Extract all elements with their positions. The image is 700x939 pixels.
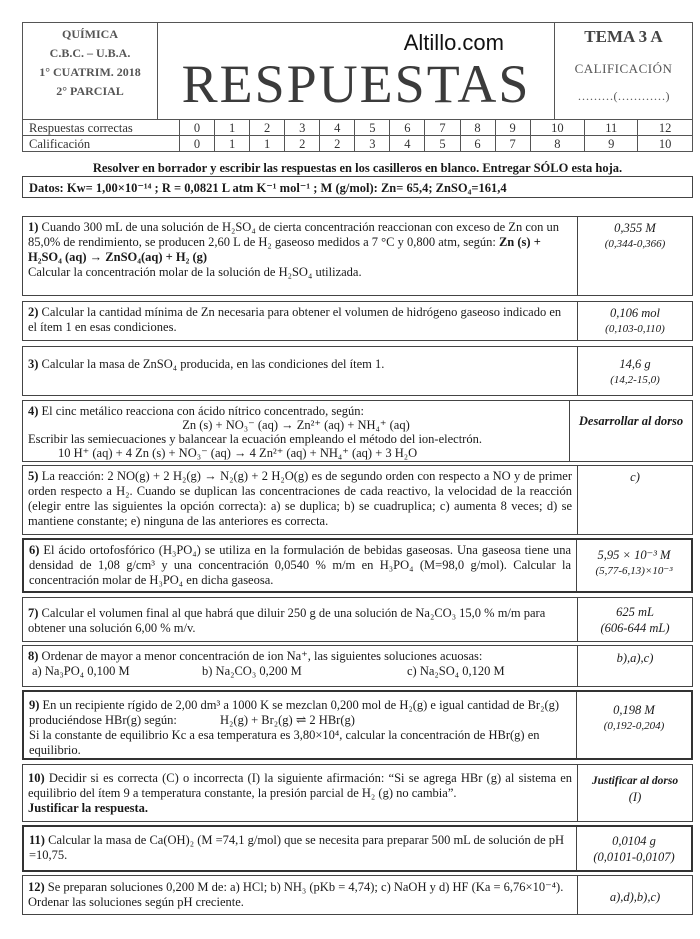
answer-box	[577, 692, 691, 758]
exam-version: TEMA 3 A	[584, 27, 663, 46]
grade-box	[555, 22, 693, 120]
answer-box	[578, 646, 692, 686]
answer-box	[578, 347, 692, 395]
answer: 0,0104 g	[612, 834, 656, 848]
option-a: a) Na₃PO₄ 0,100 M	[32, 664, 130, 678]
answer-range: (0,344-0,366)	[604, 238, 666, 250]
question-9	[22, 690, 693, 760]
table-cell: 12	[638, 120, 693, 136]
table-cell: 4	[390, 136, 425, 152]
question-number: 4)	[28, 404, 39, 418]
answer-verdict: (I)	[628, 790, 642, 804]
table-cell: 6	[460, 136, 495, 152]
question-number: 2)	[28, 305, 39, 319]
balanced-equation: 10 H⁺ (aq) + 4 Zn (s) + NO₃⁻ (aq) → 4 Zn²⁺ (aq) + NH₄⁺ (aq) + 3 H₂O	[58, 446, 418, 460]
question-5	[22, 465, 693, 535]
page-title: RESPUESTAS	[181, 54, 531, 114]
question-12	[22, 875, 693, 915]
equation: Zn (s) + NO₃⁻ (aq) → Zn²⁺ (aq) + NH₄⁺ (aq)	[182, 418, 410, 432]
question-text	[23, 598, 578, 641]
table-cell: 7	[495, 136, 530, 152]
table-cell: 10	[530, 120, 585, 136]
answer-box	[577, 827, 691, 870]
table-cell: 11	[585, 120, 638, 136]
table-cell: 0	[180, 120, 215, 136]
course-info-box	[22, 22, 157, 120]
table-cell: 5	[425, 136, 460, 152]
table-cell: 4	[320, 120, 355, 136]
course-institution: C.B.C. – U.B.A.	[49, 46, 131, 60]
table-cell: 3	[355, 136, 390, 152]
table-cell: 2	[285, 136, 320, 152]
answer-range: (0,192-0,204)	[603, 720, 665, 732]
table-cell: 5	[355, 120, 390, 136]
question-body: Cuando 300 mL de una solución de H₂SO₄ de cierta concentración reaccionan con exceso de Zn con un 85,0% de rendimiento, se producen 2,60 L de H₂ gaseoso medidos a 7 °C y 0,800 atm, según:	[28, 220, 559, 249]
table-cell: 7	[425, 120, 460, 136]
answer-box	[578, 466, 692, 534]
answer: 625 mL	[616, 605, 654, 619]
score-table	[22, 119, 693, 152]
question-11	[22, 825, 693, 872]
option-b: b) Na₂CO₃ 0,200 M	[202, 664, 302, 678]
question-number: 1)	[28, 220, 39, 234]
course-term: 1° CUATRIM. 2018	[39, 65, 141, 79]
answer-range: (606-644 mL)	[600, 621, 670, 635]
table-cell: 6	[390, 120, 425, 136]
question-task: Calcular la concentración molar de la solución de H₂SO₄ utilizada.	[28, 265, 362, 279]
answer: 14,6 g	[619, 357, 651, 371]
answer-box	[578, 598, 692, 641]
question-body: Ordenar de mayor a menor concentración de ion Na⁺, las siguientes soluciones acuosas:	[41, 649, 483, 663]
question-8	[22, 645, 693, 687]
question-4	[22, 400, 693, 462]
table-cell: 9	[585, 136, 638, 152]
table-cell: 9	[495, 120, 530, 136]
course-subject: QUÍMICA	[62, 27, 118, 41]
question-task: Justificar la respuesta.	[28, 801, 149, 815]
question-text	[23, 217, 578, 295]
answer: a),d),b),c)	[609, 889, 661, 904]
answer: c)	[630, 470, 640, 484]
question-number: 7)	[28, 606, 39, 620]
question-body: Se preparan soluciones 0,200 M de: a) HCl; b) NH₃ (pKb = 4,74); c) NaOH y d) HF (Ka = 6,76×10⁻⁴). Ordenar las soluciones según pH creciente.	[28, 880, 564, 909]
table-cell: 1	[250, 136, 285, 152]
answer: 0,355 M	[614, 221, 656, 235]
answer: 0,106 mol	[610, 306, 660, 320]
question-body: Calcular la cantidad mínima de Zn necesaria para obtener el volumen de hidrógeno gaseoso indicado en el ítem 1 en esas condiciones.	[28, 305, 562, 334]
question-text	[23, 876, 578, 914]
course-exam: 2° PARCIAL	[56, 84, 124, 98]
answer-box	[577, 540, 691, 591]
given-data: Datos: Kw= 1,00×10⁻¹⁴ ; R = 0,0821 L atm K⁻¹ mol⁻¹ ; M (g/mol): Zn= 65,4; ZnSO₄=161,4	[22, 176, 693, 198]
answer: 5,95 × 10⁻³ M	[597, 548, 671, 562]
answer: Desarrollar al dorso	[578, 414, 684, 428]
row-label: Respuestas correctas	[23, 120, 180, 136]
answer-range: (5,77-6,13)×10⁻³	[595, 565, 673, 577]
answer: b),a),c)	[616, 651, 654, 665]
question-task: Si la constante de equilibrio Kc a esa temperatura es 3,80×10⁴, calcular la concentración de HBr(g) en equilibrio.	[29, 728, 540, 757]
option-c: c) Na₂SO₄ 0,120 M	[407, 664, 505, 678]
question-body: El ácido ortofosfórico (H₃PO₄) se utiliza en la formulación de bebidas gaseosas. Una gaseosa tiene una densidad de 1,08 g/cm³ y una concentración 0,0540 % m/m en H₃PO₄ (M=98,0 g/mol). Calcular la concentración molar de H₃PO₄ en dicha gaseosa.	[29, 543, 571, 587]
question-3	[22, 346, 693, 396]
row-label: Calificación	[23, 136, 180, 152]
question-body: Calcular el volumen final al que habrá que diluir 250 g de una solución de Na₂CO₃ 15,0 % m/m para obtener una solución 6,00 % m/v.	[28, 606, 546, 635]
question-body: Decidir si es correcta (C) o incorrecta (I) la siguiente afirmación: “Si se agrega HBr (g) al sistema en equilibrio del ítem 9 a temperatura constante, la presión parcial de H₂ (g) no cambia”.	[28, 771, 572, 800]
answer-box	[578, 217, 692, 295]
question-6	[22, 538, 693, 593]
title-box	[157, 22, 555, 120]
table-cell: 10	[638, 136, 693, 152]
question-1	[22, 216, 693, 296]
answer-range: (0,0101-0,0107)	[593, 850, 675, 864]
question-number: 12)	[28, 880, 45, 894]
question-number: 9)	[29, 698, 40, 712]
table-cell: 8	[460, 120, 495, 136]
question-number: 6)	[29, 543, 40, 557]
question-text	[23, 347, 578, 395]
question-body: Calcular la masa de ZnSO₄ producida, en las condiciones del ítem 1.	[41, 357, 385, 371]
question-number: 10)	[28, 771, 45, 785]
instructions: Resolver en borrador y escribir las respuestas en los casilleros en blanco. Entregar SÓLO esta hoja.	[92, 161, 623, 175]
equation: H₂(g) + Br₂(g) ⇌ 2 HBr(g)	[220, 713, 355, 727]
question-number: 8)	[28, 649, 39, 663]
grade-label: CALIFICACIÓN	[574, 61, 673, 76]
question-text	[24, 692, 577, 758]
question-text	[24, 540, 577, 591]
table-row	[23, 136, 693, 152]
question-body: El cinc metálico reacciona con ácido nítrico concentrado, según:	[41, 404, 364, 418]
question-number: 3)	[28, 357, 39, 371]
answer-box	[578, 765, 692, 821]
answer-box	[570, 401, 692, 461]
question-number: 5)	[28, 469, 39, 483]
table-cell: 3	[285, 120, 320, 136]
answer: 0,198 M	[613, 703, 655, 717]
equation: Zn (s) + H₂SO₄ (aq) → ZnSO₄(aq) + H₂ (g)	[28, 235, 541, 264]
table-row	[23, 120, 693, 136]
grade-blank: ………(…………)	[577, 89, 670, 103]
answer-box	[578, 302, 692, 340]
answer-box	[578, 876, 692, 914]
question-text	[23, 401, 570, 461]
question-text	[23, 765, 578, 821]
question-text	[23, 302, 578, 340]
answer: Justificar al dorso	[591, 775, 679, 787]
question-text	[24, 827, 577, 870]
table-cell: 2	[250, 120, 285, 136]
question-body: La reacción: 2 NO(g) + 2 H₂(g) → N₂(g) + 2 H₂O(g) es de segundo orden con respecto a NO y de primer orden respecto a H₂. Cuando se duplican las concentraciones de cada reactivo, la velocidad de la reacción (elegir entre las siguientes la opción correcta): a) se duplica; b) se cuadruplica; c) aumenta 8 veces; d) se mantiene constante; e) ninguna de las anteriores es correcta.	[28, 469, 573, 528]
question-body: En un recipiente rígido de 2,00 dm³ a 1000 K se mezclan 0,200 mol de H₂(g) e igual cantidad de Br₂(g) produciéndose HBr(g) según:	[29, 698, 560, 727]
table-cell: 1	[215, 120, 250, 136]
answer-range: (0,103-0,110)	[605, 323, 665, 335]
question-number: 11)	[29, 833, 45, 847]
table-cell: 1	[215, 136, 250, 152]
question-7	[22, 597, 693, 642]
table-cell: 0	[180, 136, 215, 152]
question-body: Calcular la masa de Ca(OH)₂ (M =74,1 g/mol) que se necesita para preparar 500 mL de solución de pH =10,75.	[29, 833, 565, 862]
table-cell: 8	[530, 136, 585, 152]
table-cell: 2	[320, 136, 355, 152]
answer-range: (14,2-15,0)	[610, 374, 660, 386]
question-2	[22, 301, 693, 341]
question-text	[23, 466, 578, 534]
question-10	[22, 764, 693, 822]
question-text	[23, 646, 578, 686]
watermark: Altillo.com	[403, 30, 504, 55]
question-task: Escribir las semiecuaciones y balancear la ecuación empleando el método del ion-electrón.	[28, 432, 482, 446]
